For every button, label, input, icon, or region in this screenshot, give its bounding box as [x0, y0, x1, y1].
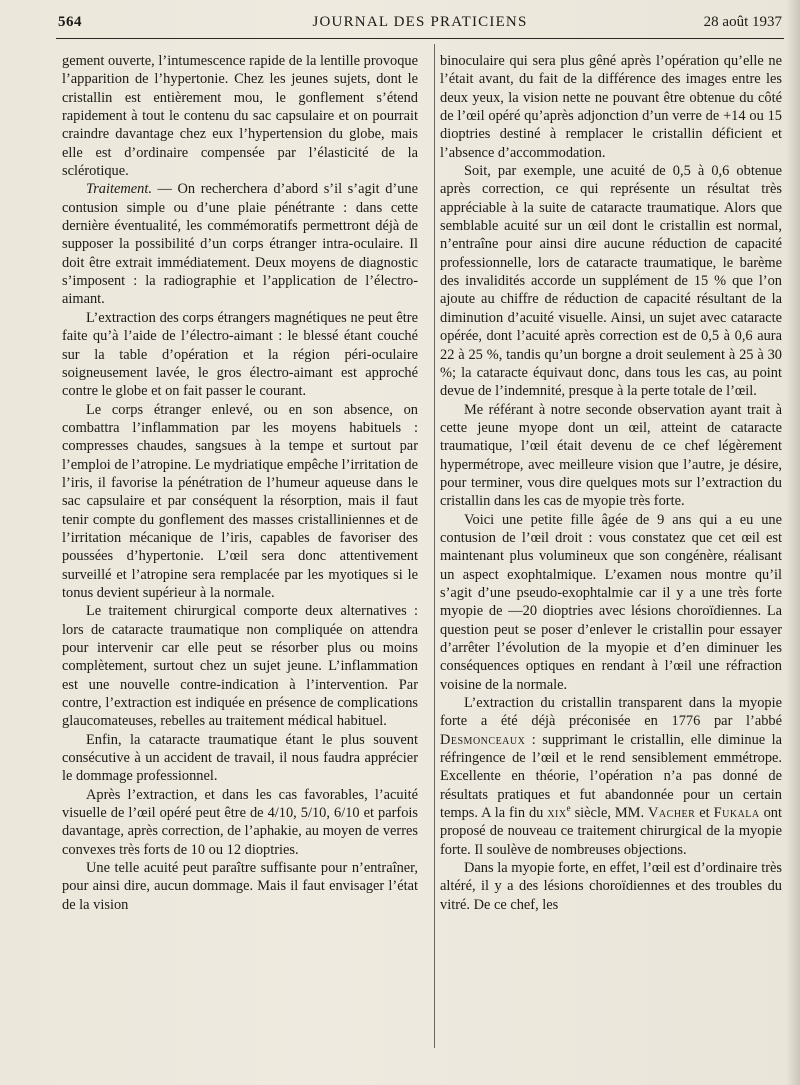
- century-numeral: xix: [547, 805, 567, 822]
- page-header: [58, 14, 782, 36]
- paragraph: Après l’extraction, et dans les cas favorables, l’acuité visuelle de l’œil opéré peut être de 4/10, 5/10, 6/10 et parfois davantage, après correction, de l’aphakie, au moyen de verres convexes très forts de 10 ou 12 dioptries.: [62, 786, 418, 858]
- paragraph: Le corps étranger enlevé, ou en son absence, on combattra l’inflammation par les moyens habituels : compresses chaudes, sangsues à la tempe et surtout par l’emploi de l’atropine. Le mydriatique empêche l’irritation de l’iris, il favorise la pénétration de l’humeur aqueuse dans le sac capsulaire et par conséquent la résorption, mais il faut tenir compte du gonflement des masses cristalliniennes et de l’irritation mécanique de l’iris, capables de favoriser des poussées d’hypertonie. L’œil sera donc attentivement surveillé et l’atropine sera remplacée par les myotiques si le tonus devient supérieur à la normale.: [62, 401, 418, 601]
- paragraph: gement ouverte, l’intumescence rapide de la lentille provoque l’apparition de l’hypertonie. Chez les jeunes sujets, dont le cristallin est entièrement mou, le gonflement s’étend rapidement à tout le contenu du sac capsulaire et on pourrait craindre davantage chez eux l’hypertension du globe, mais elle est d’ordinaire compensée par l’élasticité de la sclérotique.: [62, 53, 418, 180]
- paragraph: Me référant à notre seconde observation ayant trait à cette jeune myope dont un œil, atteint de cataracte traumatique, l’œil était devenu de ce chef légèrement hypermétrope, avec meilleure vision que l’autre, je désire, pour terminer, vous dire quelques mots sur l’extraction du cristallin dans les cas de myopie très forte.: [440, 401, 782, 510]
- paragraph-text: et: [695, 805, 714, 822]
- paragraph: Dans la myopie forte, en effet, l’œil est d’ordinaire très altéré, il y a des lésions choroïdiennes et des troubles du vitré. De ce chef, les: [440, 860, 782, 913]
- paragraph-text: L’extraction du cristallin transparent dans la myopie forte a été déjà préconisée en 1776 par l’abbé: [440, 695, 782, 730]
- section-heading: Traitement.: [86, 181, 152, 198]
- paragraph: Le traitement chirurgical comporte deux alternatives : lors de cataracte traumatique non compliquée on attendra pour intervenir car elle peut se résorber plus ou moins complètement, surtout chez un sujet jeune. L’inflammation est une nouvelle contre-indication à l’intervention. Par contre, l’extraction est indiquée en présence de complications glaucomateuses, rebelles au traitement médical habituel.: [62, 603, 418, 730]
- paragraph: L’extraction des corps étrangers magnétiques ne peut être faite qu’à l’aide de l’électro-aimant : le blessé étant couché sur la table d’opération et la région péri-oculaire soigneusement lavée, le gros électro-aimant est approché contre le globe et on fait passer le courant.: [62, 309, 418, 400]
- paragraph: binoculaire qui sera plus gêné après l’opération qu’elle ne l’était avant, du fait de la différence des images entre les deux yeux, la vision nette ne pouvant être obtenue du côté de l’œil opéré qu’après adjonction d’un verre de +14 ou 15 dioptries destiné à remplacer le cristallin déficient et l’absence d’accommodation.: [440, 53, 782, 161]
- paragraph-text: : supprimant le cristallin, elle diminue la réfringence de l’œil et le rend sensiblement emmétrope. Excellente en théorie, l’opération n’a pas donné de résultats pratiques et fut abandonnée pour un certain temps. A la fin du: [440, 731, 782, 822]
- journal-title: JOURNAL DES PRATICIENS: [312, 14, 528, 30]
- paragraph: Enfin, la cataracte traumatique étant le plus souvent consécutive à un accident de travail, il nous faudra apprécier le dommage professionnel.: [62, 731, 418, 785]
- header-rule: [56, 38, 784, 39]
- left-column: [62, 52, 418, 914]
- column-divider: [434, 44, 435, 1048]
- issue-date: 28 août 1937: [703, 14, 782, 30]
- author-name: Desmonceaux: [440, 731, 526, 748]
- paragraph: Voici une petite fille âgée de 9 ans qui a eu une contusion de l’œil droit : vous constatez que cet œil est maintenant plus volumineux que son congénère, réalisant un aspect exophtalmique. L’examen nous montre qu’il s’agit d’une pseudo-exophtalmie car il y a une très forte myopie de —20 dioptries avec lésions choroïdiennes. La question peut se poser d’enlever le cristallin pour essayer d’arrêter l’évolution de la myopie et d’en diminuer les conséquences optiques en rendant à l’œil une réfraction voisine de la normale.: [440, 511, 782, 693]
- page-edge-shadow: [786, 0, 800, 1085]
- paragraph-history: [440, 694, 782, 859]
- paragraph-text: — On recherchera d’abord s’il s’agit d’une contusion simple ou d’une plaie pénétrante : dans cette dernière éventualité, les commémoratifs permettront déjà de supposer la possibilité d’un corps étranger intra-oculaire. Il doit être extrait immédiatement. Deux moyens de diagnostic s’imposent : la radiographie et l’application de l’électro-aimant.: [62, 181, 418, 308]
- author-name: Vacher: [648, 805, 696, 822]
- right-column: [440, 52, 782, 914]
- paragraph: Une telle acuité peut paraître suffisante pour n’entraîner, pour ainsi dire, aucun dommage. Mais il faut envisager l’état de la vision: [62, 860, 418, 913]
- page-number: 564: [58, 14, 82, 30]
- century-superscript: e: [566, 803, 571, 814]
- paragraph: Soit, par exemple, une acuité de 0,5 à 0,6 obtenue après correction, ce qui représente un résultat très appréciable à la suite de cataracte traumatique. Alors que semblable acuité sur un œil dont le cristallin est normal, n’entraîne pour ainsi dire aucune réduction de capacité professionnelle, lors de cataracte traumatique, le barème des invalidités accorde un supplément de 15 % que l’on ajoute au chiffre de réduction de capacité résultant de la diminution d’acuité visuelle. Ainsi, un sujet avec cataracte opérée, dont l’acuité après correction est de 0,5 à 0,6 aura 22 à 25 %, tandis qu’un borgne a droit seulement à 25 à 30 %; la cataracte équivaut donc, dans tous les cas, au point devue de l’indemnité, presque à la perte totale de l’œil.: [440, 163, 782, 400]
- paragraph-traitement: [62, 180, 418, 308]
- author-name: Fukala: [713, 805, 760, 822]
- paragraph-text: ont proposé de nouveau ce traitement chirurgical de la myopie forte. Il soulève de nombreuses objections.: [440, 805, 782, 858]
- paragraph-text: siècle, MM.: [570, 805, 649, 822]
